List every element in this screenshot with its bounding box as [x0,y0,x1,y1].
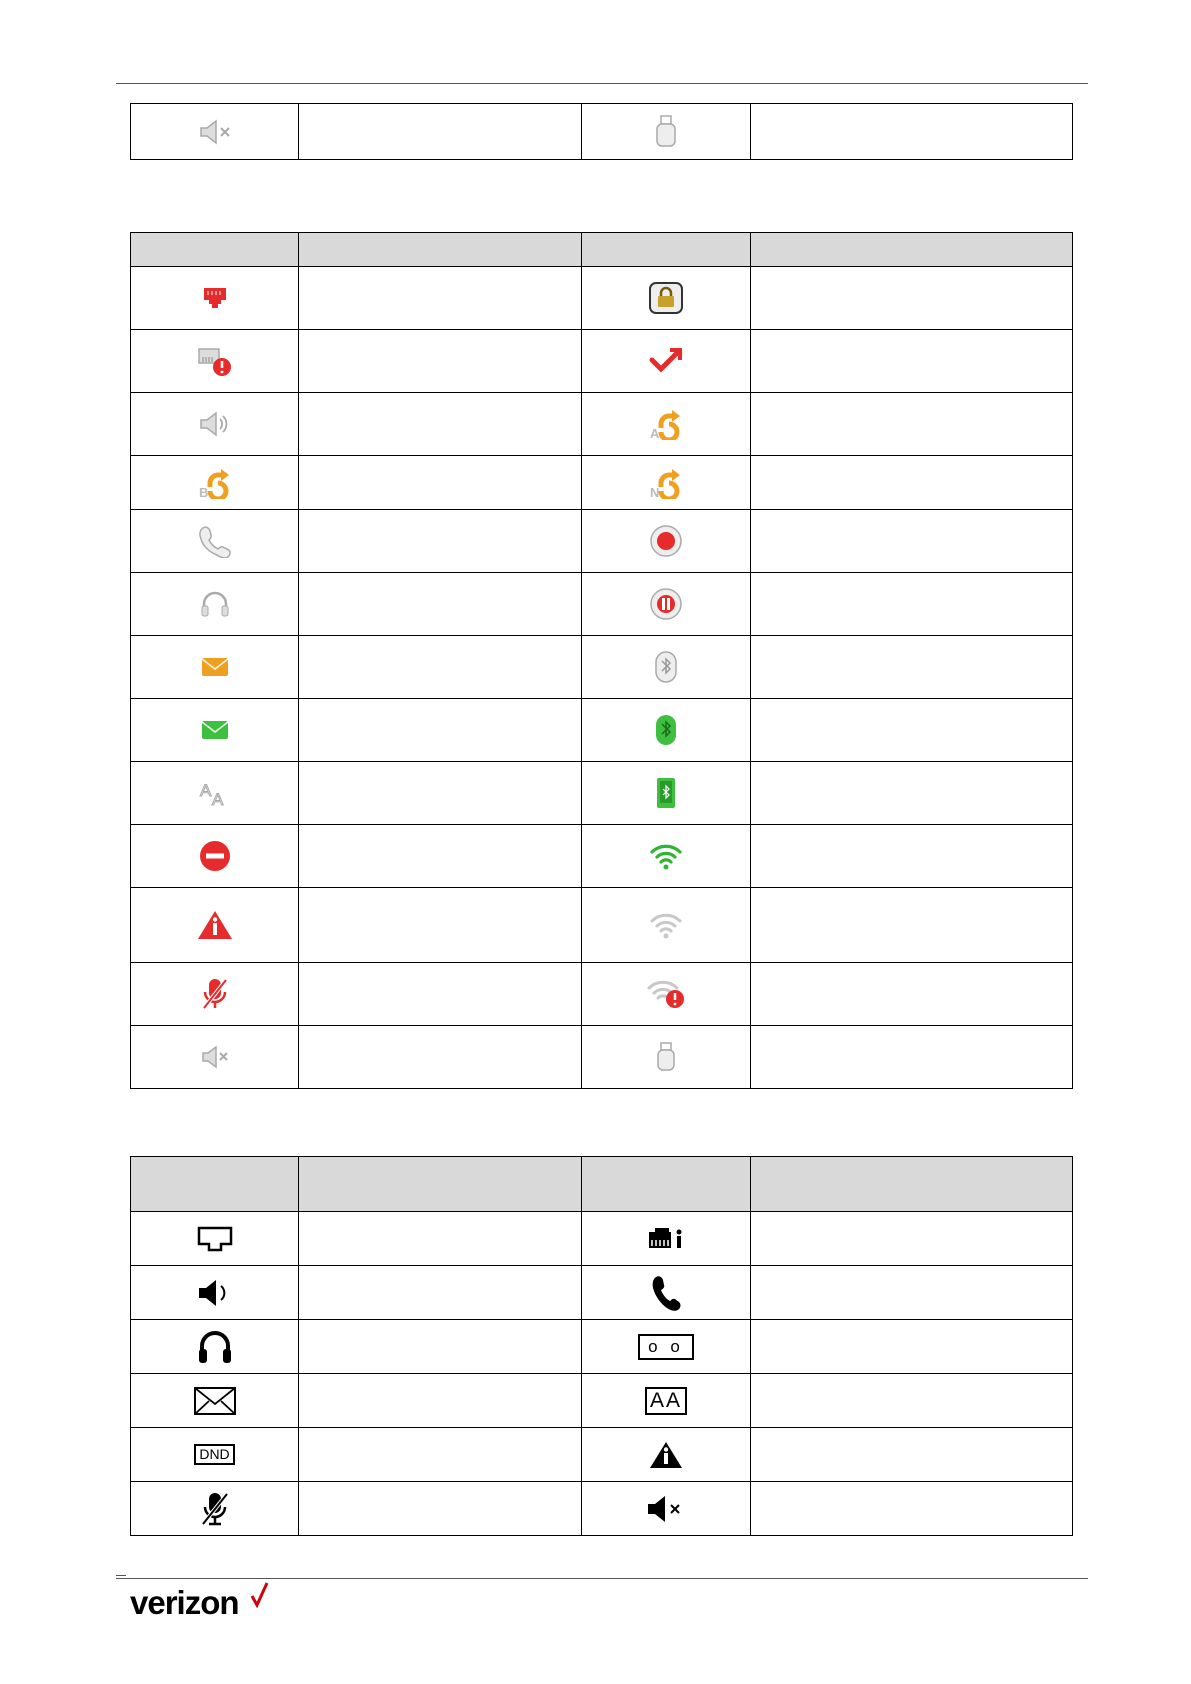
phone-lock-icon [648,281,684,315]
description-cell [751,1320,1073,1374]
header-cell [751,233,1073,267]
recording-paused-icon [648,586,684,622]
dnd-icon [197,838,233,874]
warning-icon [648,1440,684,1470]
table-row [131,330,1073,393]
header-cell [131,1157,299,1212]
headset-icon [196,1328,234,1366]
description-cell [751,762,1073,825]
description-cell [751,636,1073,699]
usb-icon [653,1041,679,1073]
description-cell [751,963,1073,1026]
mono-icon-table [130,1156,1073,1536]
auto-answer-icon [198,778,232,808]
hands-free-speaker-icon [195,408,235,440]
mute-icon [200,976,230,1012]
description-cell [751,1482,1073,1536]
headset-icon [198,588,232,620]
description-cell [299,456,582,510]
table-row [131,888,1073,963]
auto-answer-icon: AA [645,1387,687,1415]
table-row [131,456,1073,510]
wifi-connected-icon [648,841,684,871]
top-icon-table [130,103,1073,160]
description-cell [751,330,1073,393]
busy-forward-icon [196,467,234,499]
text-message-icon [193,1386,237,1416]
header-cell [131,233,299,267]
table-row [131,1212,1073,1266]
network-error-icon [195,343,235,379]
description-cell [299,267,582,330]
table-row [131,1428,1073,1482]
description-cell [751,573,1073,636]
table-header-row [131,1157,1073,1212]
description-cell [751,393,1073,456]
usb-icon [652,114,680,150]
table-row [131,825,1073,888]
hands-free-speaker-icon [195,1277,235,1309]
network-unavailable-icon [200,285,230,311]
description-cell [751,104,1073,160]
description-cell [751,1266,1073,1320]
header-cell [751,1157,1073,1212]
handset-icon [649,1274,683,1312]
description-cell [299,1026,582,1089]
description-cell [751,267,1073,330]
network-unavailable-icon [195,1224,235,1254]
description-cell [299,510,582,573]
handset-icon [197,524,233,558]
description-cell [751,1212,1073,1266]
description-cell [299,330,582,393]
description-cell [751,1026,1073,1089]
header-cell [299,233,582,267]
bluetooth-icon [653,650,679,684]
voicemail-icon: o o [638,1334,694,1360]
table-row [131,104,1073,160]
svg-text:N: N [650,484,660,499]
svg-text:verizon: verizon [130,1584,239,1621]
check-mark-icon [252,1583,267,1605]
table-row [131,1266,1073,1320]
svg-text:A: A [199,781,211,800]
table-row [131,636,1073,699]
mute-icon [199,1490,231,1528]
header-rule [116,83,1088,84]
table-header-row [131,233,1073,267]
table-row [131,510,1073,573]
voicemail-icon [199,654,231,680]
header-cell [299,1157,582,1212]
description-cell [751,1428,1073,1482]
description-cell [299,963,582,1026]
table-row [131,762,1073,825]
table-row [131,267,1073,330]
recording-icon [648,523,684,559]
dnd-icon: DND [194,1444,234,1465]
ringer-muted-icon [197,1043,233,1071]
header-cell [582,1157,751,1212]
description-cell [299,573,582,636]
network-error-icon [646,1224,686,1254]
description-cell [751,456,1073,510]
description-cell [299,1374,582,1428]
color-icon-table [130,232,1073,1089]
table-row [131,963,1073,1026]
always-forward-icon [647,408,685,440]
table-row [131,393,1073,456]
mobile-connected-icon [653,776,679,810]
description-cell [751,825,1073,888]
description-cell [299,1212,582,1266]
table-row [131,1482,1073,1536]
table-row [131,573,1073,636]
footer-tick [116,1575,126,1576]
speaker-muted-icon [195,116,235,148]
svg-text:B: B [198,484,208,499]
description-cell [299,1428,582,1482]
description-cell [751,510,1073,573]
description-cell [299,825,582,888]
table-row [131,1374,1073,1428]
wifi-available-icon [648,910,684,940]
ringer-muted-icon [644,1493,688,1525]
description-cell [299,393,582,456]
description-cell [751,888,1073,963]
text-message-icon [199,717,231,743]
description-cell [299,1320,582,1374]
description-cell [299,636,582,699]
warning-icon [196,909,234,941]
description-cell [299,1482,582,1536]
description-cell [299,104,582,160]
description-cell [299,1266,582,1320]
table-row [131,1320,1073,1374]
header-cell [582,233,751,267]
wifi-error-icon [645,977,687,1011]
description-cell [299,888,582,963]
description-cell [751,1374,1073,1428]
table-row [131,1026,1073,1089]
description-cell [751,699,1073,762]
no-answer-forward-icon [647,467,685,499]
missed-call-icon [648,346,684,376]
table-row [131,699,1073,762]
description-cell [299,699,582,762]
description-cell [299,762,582,825]
svg-text:A: A [650,426,660,440]
svg-text:A: A [211,790,223,808]
verizon-logo [128,1578,278,1624]
bluetooth-connected-icon [653,713,679,747]
